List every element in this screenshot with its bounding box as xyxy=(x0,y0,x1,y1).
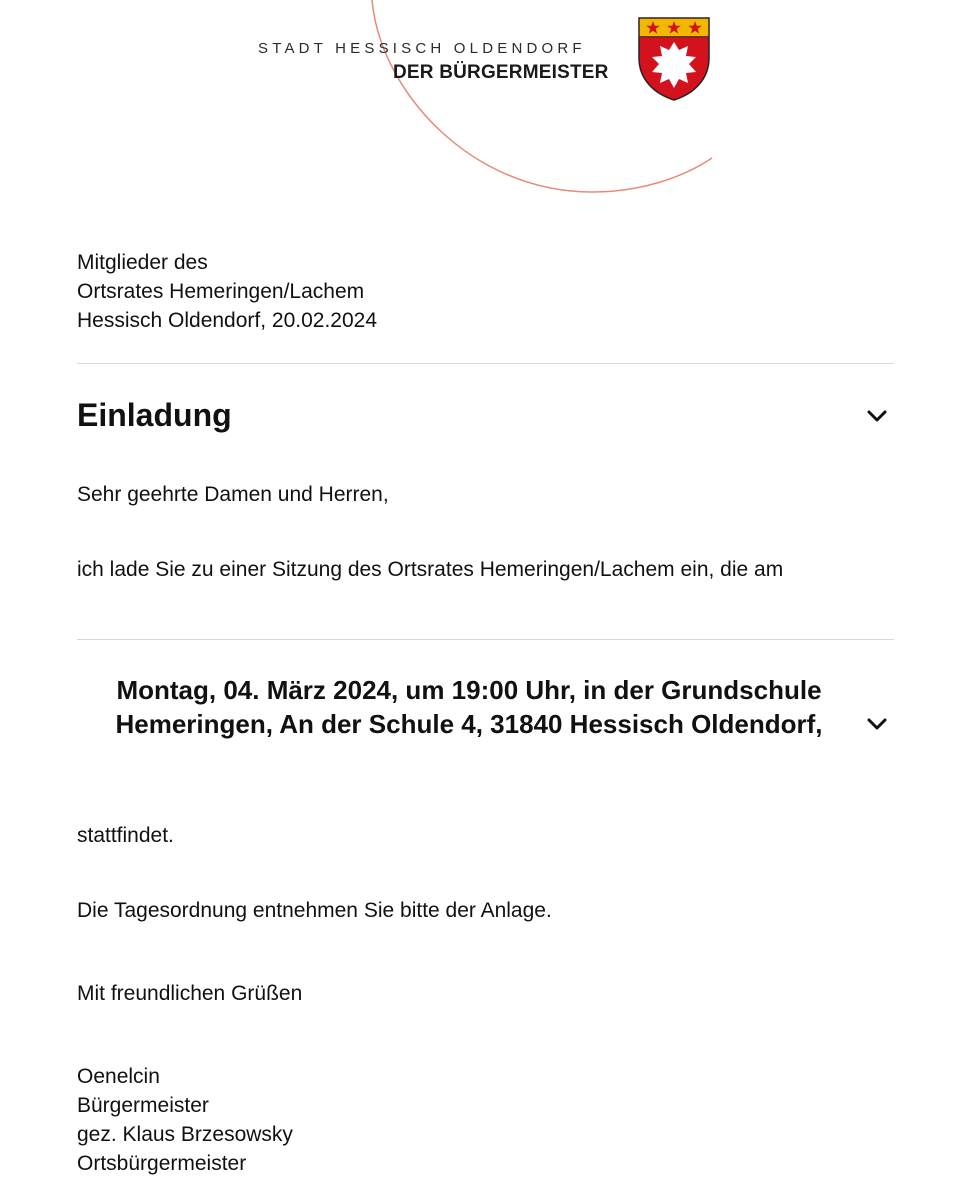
closing-text: Mit freundlichen Grüßen xyxy=(77,982,303,1005)
recipient-line-1: Mitglieder des xyxy=(77,251,208,274)
place-date: Hessisch Oldendorf, 20.02.2024 xyxy=(77,309,378,332)
event-details-heading: Montag, 04. März 2024, um 19:00 Uhr, in der Grundschule Hemeringen, An der Schule 4, 31840 Hessisch Oldendorf, xyxy=(115,675,823,739)
chevron-down-icon[interactable] xyxy=(865,404,889,428)
signature-title: Bürgermeister xyxy=(77,1094,209,1117)
chevron-down-icon[interactable] xyxy=(865,712,889,736)
salutation: Sehr geehrte Damen und Herren, xyxy=(77,483,389,506)
divider xyxy=(77,363,894,364)
divider xyxy=(77,639,894,640)
signature-cosigner-title: Ortsbürgermeister xyxy=(77,1152,247,1175)
agenda-text: Die Tagesordnung entnehmen Sie bitte der Anlage. xyxy=(77,899,552,922)
letterhead xyxy=(0,0,960,210)
signature-cosigner: gez. Klaus Brzesowsky xyxy=(77,1123,293,1146)
decorative-arc xyxy=(0,0,960,210)
section-heading: Einladung xyxy=(77,397,232,433)
coat-of-arms-icon xyxy=(637,16,711,102)
city-name: STADT HESSISCH OLDENDORF xyxy=(258,40,586,57)
signature-block xyxy=(77,1062,293,1178)
recipient-line-2: Ortsrates Hemeringen/Lachem xyxy=(77,280,365,303)
office-name: DER BÜRGERMEISTER xyxy=(393,62,609,83)
intro-text: ich lade Sie zu einer Sitzung des Ortsrates Hemeringen/Lachem ein, die am xyxy=(77,558,784,581)
event-suffix-text: stattfindet. xyxy=(77,824,174,847)
signature-name: Oenelcin xyxy=(77,1065,160,1088)
